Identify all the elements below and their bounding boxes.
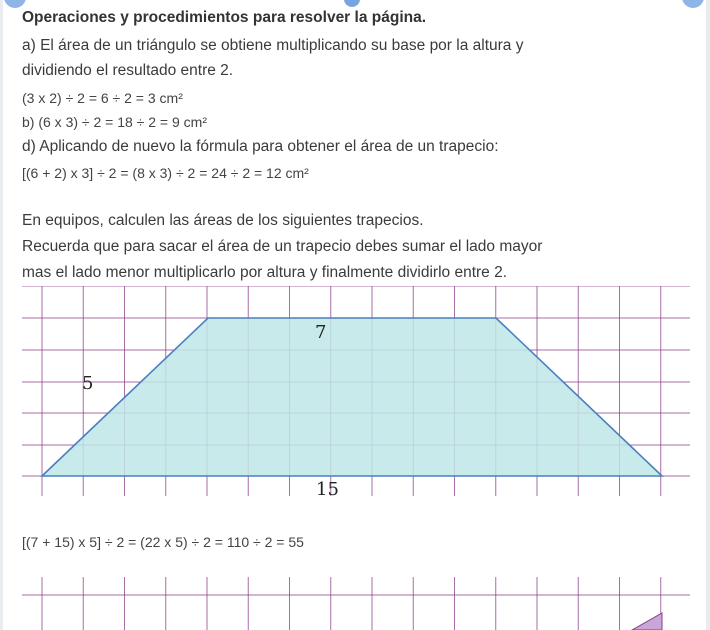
left-border — [0, 0, 3, 630]
next-page-icon[interactable] — [682, 0, 704, 8]
top-base-label: 7 — [315, 322, 327, 343]
grid-lines-2 — [22, 577, 690, 630]
second-trapezoid-shape — [632, 613, 662, 630]
paragraph-d: d) Aplicando de nuevo la fórmula para obtener el área de un trapecio: — [22, 138, 499, 155]
bottom-base-label: 15 — [316, 479, 339, 496]
paragraph-a-line1: a) El área de un triángulo se obtiene multiplicando su base por la altura y — [22, 37, 524, 54]
paragraph-equipos: En equipos, calculen las áreas de los siguientes trapecios. — [22, 212, 424, 229]
section-title: Operaciones y procedimientos para resolver la página. — [22, 9, 427, 26]
trapezoid-shape — [42, 318, 662, 476]
paragraph-recuerda-line1: Recuerda que para sacar el área de un trapecio debes sumar el lado mayor — [22, 238, 543, 255]
formula-result: [(7 + 15) x 5] ÷ 2 = (22 x 5) ÷ 2 = 110 ÷ 2 = 55 — [22, 534, 304, 550]
right-border — [706, 0, 710, 630]
formula-b: b) (6 x 3) ÷ 2 = 18 ÷ 2 = 9 cm² — [22, 114, 207, 130]
second-trapezoid-figure — [22, 577, 690, 630]
center-nav-icon[interactable] — [344, 0, 360, 7]
formula-d: [(6 + 2) x 3] ÷ 2 = (8 x 3) ÷ 2 = 24 ÷ 2 = 12 cm² — [22, 165, 309, 181]
formula-a: (3 x 2) ÷ 2 = 6 ÷ 2 = 3 cm² — [22, 90, 183, 106]
previous-page-icon[interactable] — [4, 0, 26, 8]
paragraph-recuerda-line2: mas el lado menor multiplicarlo por altura y finalmente dividirlo entre 2. — [22, 264, 508, 281]
height-label: 5 — [82, 373, 94, 394]
trapezoid-figure — [22, 286, 690, 496]
paragraph-a-line2: dividiendo el resultado entre 2. — [22, 62, 234, 79]
